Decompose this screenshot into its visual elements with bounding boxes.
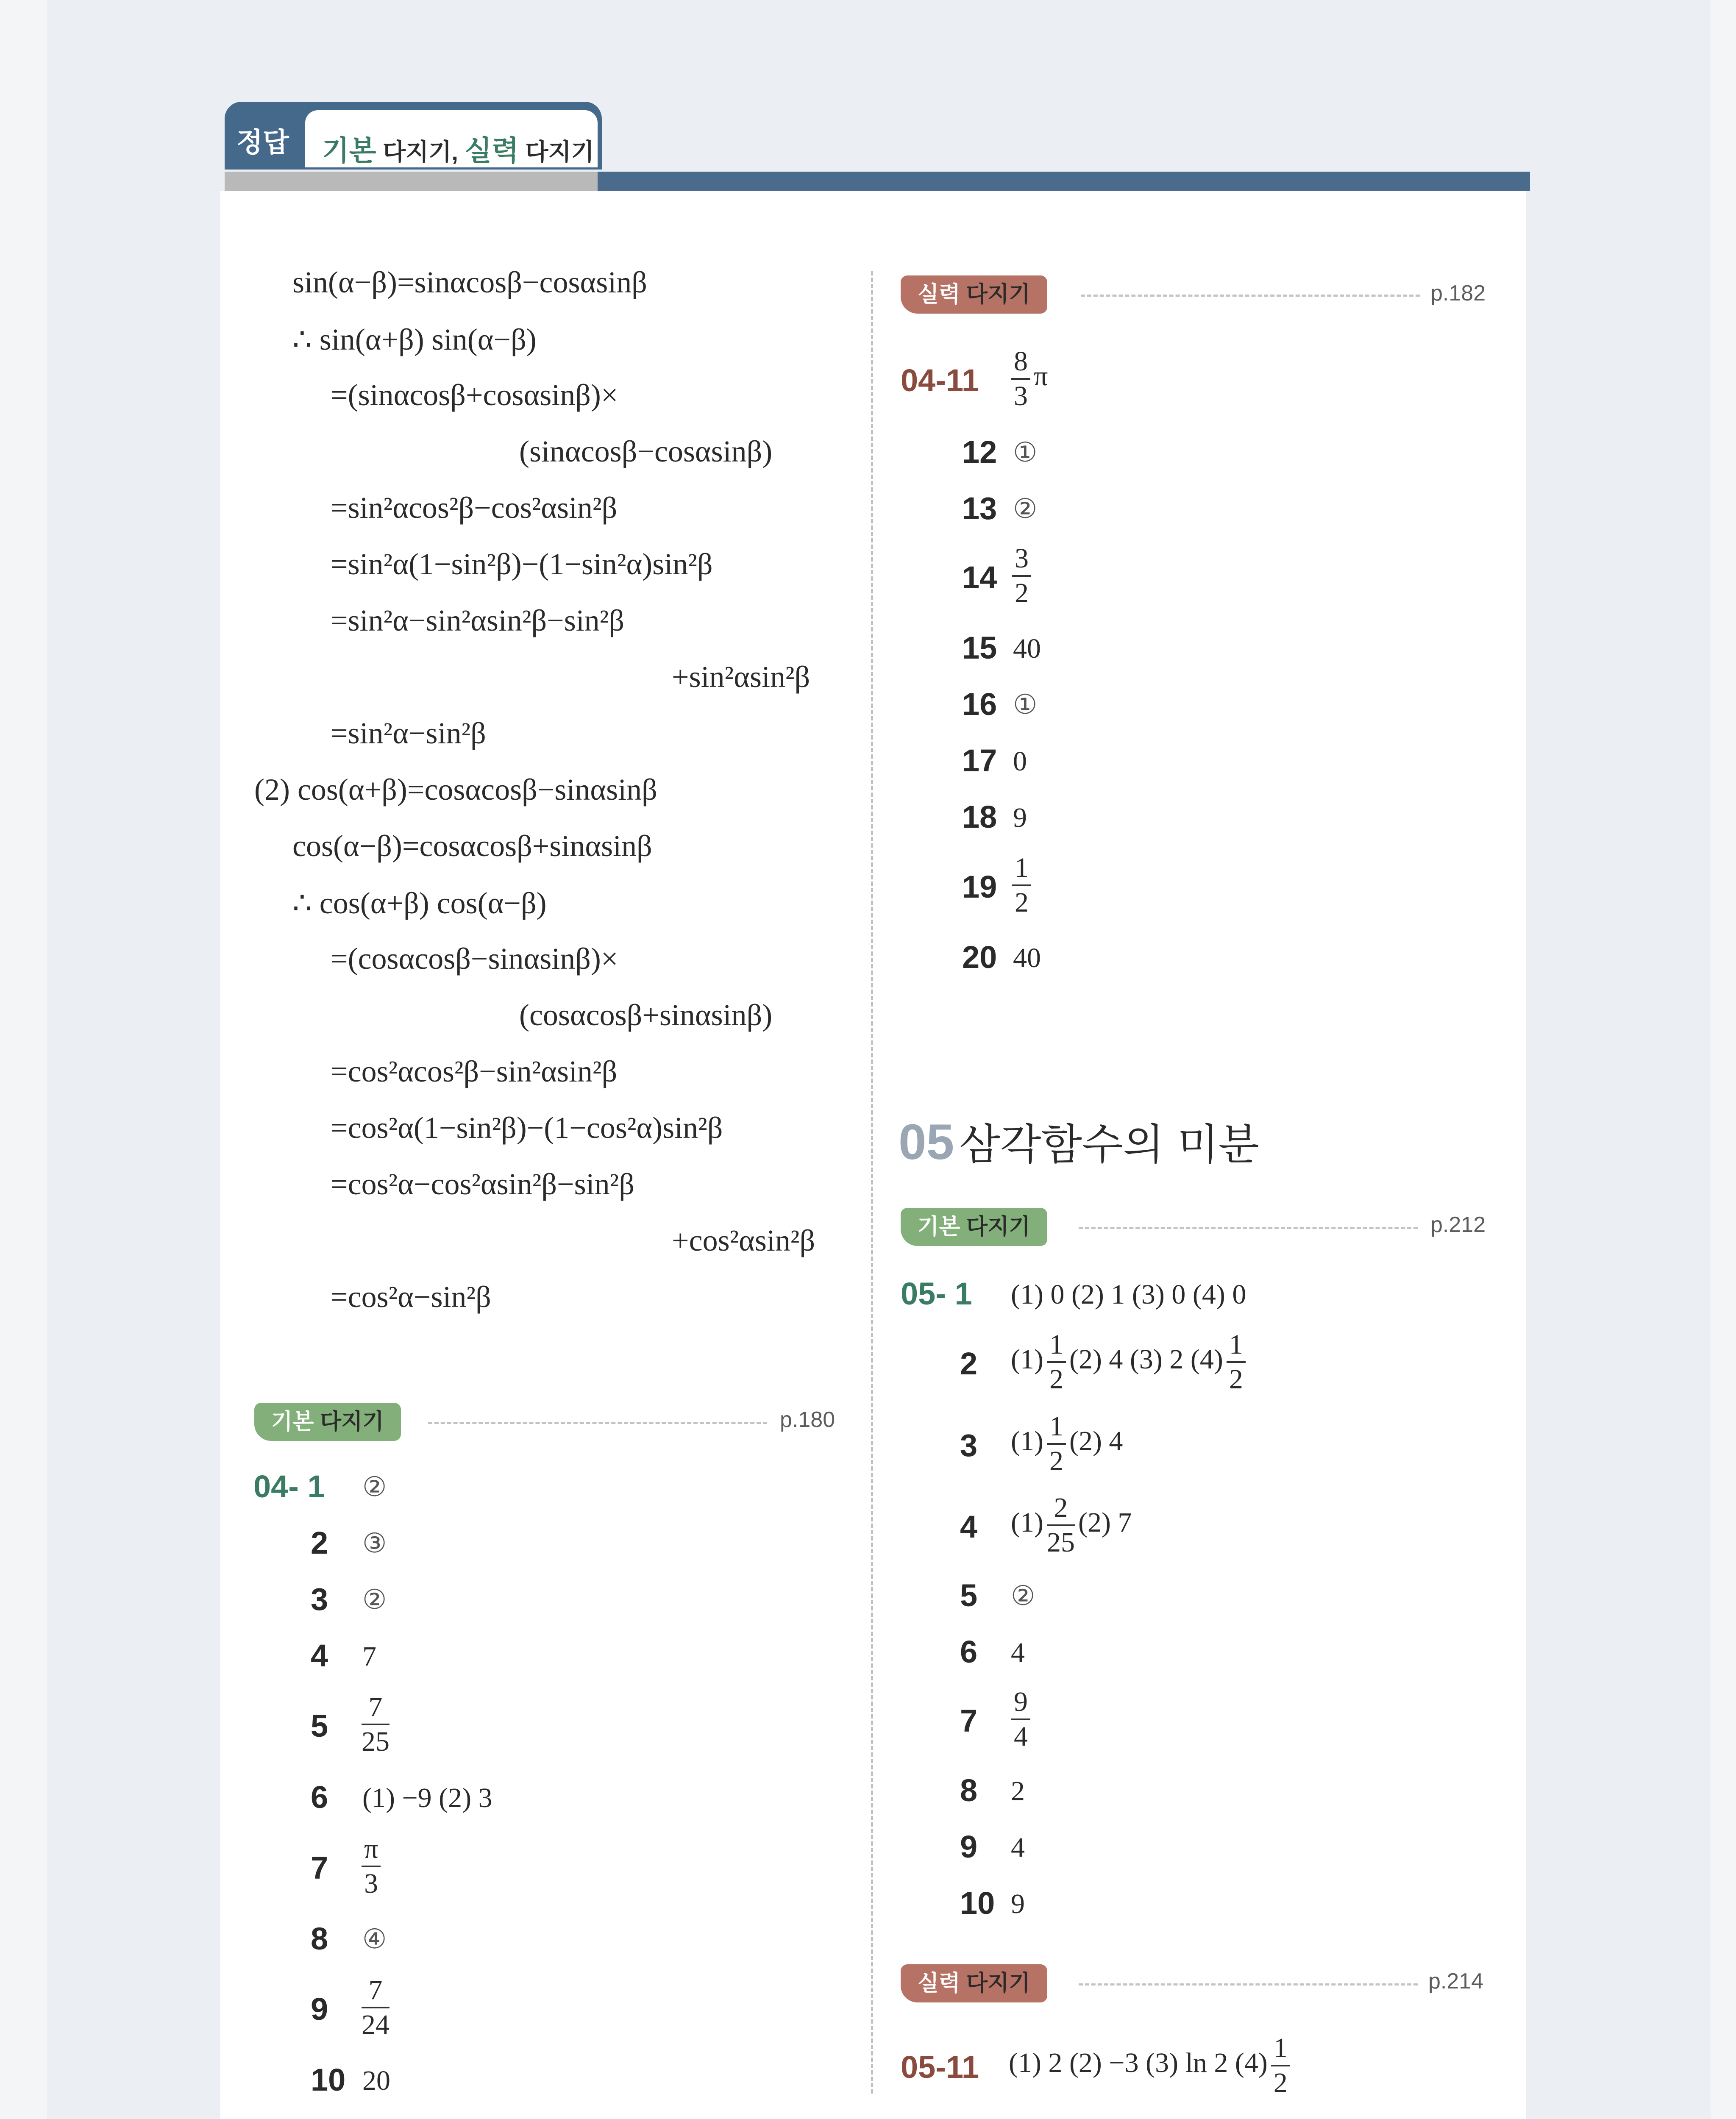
- derivation-line: sin(α−β)=sinαcosβ−cosαsinβ: [292, 265, 647, 299]
- fraction-numerator: 1: [1227, 1331, 1246, 1363]
- fraction-denominator: 3: [364, 1868, 378, 1899]
- fraction: [1227, 1331, 1246, 1393]
- fraction-numerator: 1: [1271, 2034, 1290, 2066]
- chapter-number: 05: [899, 1114, 954, 1170]
- answer: ③: [362, 1528, 387, 1558]
- badge-basic-word: 기본: [271, 1410, 314, 1434]
- header-rule-blue: [598, 172, 1530, 191]
- answer: ①: [1013, 437, 1038, 467]
- answer-part: (1): [1011, 1507, 1043, 1538]
- problem-number: 16: [962, 687, 997, 722]
- problem-number: 8: [311, 1921, 328, 1956]
- problem-number: 04-11: [901, 363, 979, 398]
- section-badge-basic: [901, 1208, 1047, 1246]
- page-reference: p.212: [1430, 1212, 1486, 1237]
- derivation-line: =sin²αcos²β−cos²αsin²β: [331, 491, 618, 525]
- page-reference: p.180: [780, 1407, 835, 1432]
- fraction-denominator: 2: [1049, 1364, 1063, 1395]
- problem-number: 05- 1: [901, 1276, 972, 1311]
- derivation-line: =cos²α(1−sin²β)−(1−cos²α)sin²β: [331, 1111, 723, 1145]
- problem-number: 12: [962, 434, 997, 470]
- header-title-sep2: 다지기: [519, 139, 594, 165]
- fraction-numerator: 1: [1012, 854, 1031, 886]
- derivation-line: ∴ sin(α+β) sin(α−β): [292, 323, 537, 356]
- answer: ②: [362, 1472, 387, 1502]
- answer-multi: [1009, 2034, 1294, 2097]
- fraction: [362, 1693, 389, 1756]
- answer: 4: [1011, 1637, 1025, 1668]
- answer: ②: [1013, 494, 1038, 524]
- answer-multi: [1011, 1331, 1249, 1393]
- answer-fraction: [358, 1693, 393, 1756]
- problem-number: 3: [960, 1428, 978, 1463]
- problem-number: 10: [311, 2062, 346, 2097]
- derivation-line: ∴ cos(α+β) cos(α−β): [292, 886, 547, 920]
- problem-number: 05-11: [901, 2049, 979, 2085]
- problem-number: 7: [311, 1850, 328, 1885]
- derivation-line: =cos²α−sin²β: [331, 1280, 491, 1314]
- answer: 40: [1013, 633, 1041, 664]
- answer-multi: [1011, 1494, 1132, 1557]
- section-dash-line: [1079, 1227, 1418, 1229]
- fraction-numerator: 8: [1011, 348, 1030, 380]
- section-dash-line: [1079, 1983, 1418, 1986]
- answer-part: (2) 4 (3) 2 (4): [1069, 1344, 1223, 1375]
- fraction-denominator: 2: [1015, 887, 1029, 918]
- problem-number: 4: [960, 1509, 978, 1544]
- page-reference: p.182: [1430, 281, 1486, 306]
- answer: 9: [1011, 1888, 1025, 1919]
- fraction: [1271, 2034, 1290, 2097]
- fraction: [1047, 1413, 1066, 1475]
- section-badge-basic: [254, 1403, 401, 1441]
- problem-number: 18: [962, 799, 997, 834]
- badge-advanced-word: 실력: [918, 282, 960, 307]
- problem-number: 2: [960, 1346, 978, 1381]
- problem-number: 8: [960, 1773, 978, 1808]
- column-divider: [871, 271, 873, 2094]
- answer-suffix: π: [1034, 361, 1048, 392]
- section-badge-advanced: [901, 1964, 1047, 2002]
- problem-number: 14: [962, 560, 997, 595]
- answer: 7: [362, 1641, 376, 1672]
- answer-part: (2) 7: [1078, 1507, 1132, 1538]
- answer-fraction: [358, 1835, 384, 1898]
- problem-number: 20: [962, 940, 997, 975]
- section-badge-advanced: [901, 275, 1047, 314]
- answer-multi: [1011, 1413, 1123, 1475]
- header-rule-gray: [225, 172, 598, 191]
- derivation-line: =sin²α−sin²β: [331, 716, 486, 750]
- derivation-line: =cos²α−cos²αsin²β−sin²β: [331, 1167, 634, 1201]
- problem-number: 9: [311, 1991, 328, 2027]
- answer-part: (1): [1011, 1344, 1043, 1375]
- problem-number: 6: [960, 1634, 978, 1669]
- chapter-title: 삼각함수의 미분: [959, 1120, 1260, 1169]
- problem-number: 3: [311, 1582, 328, 1617]
- fraction: [1012, 545, 1031, 607]
- answer-part: (1): [1011, 1426, 1043, 1457]
- header-title-box: [305, 110, 598, 167]
- derivation-line: =sin²α(1−sin²β)−(1−sin²α)sin²β: [331, 547, 713, 581]
- derivation-line: (cosαcosβ+sinαsinβ): [519, 998, 773, 1032]
- answer: (1) 0 (2) 1 (3) 0 (4) 0: [1011, 1279, 1246, 1310]
- answer: 2: [1011, 1776, 1025, 1807]
- fraction-denominator: 2: [1229, 1364, 1243, 1395]
- fraction-numerator: 7: [362, 1976, 389, 2008]
- fraction-denominator: 2: [1273, 2067, 1288, 2098]
- badge-drill-word: 다지기: [960, 282, 1030, 307]
- badge-basic-word: 기본: [918, 1215, 960, 1239]
- badge-advanced-word: 실력: [918, 1971, 960, 1996]
- derivation-line: =(cosαcosβ−sinαsinβ)×: [331, 942, 618, 976]
- badge-drill-word: 다지기: [314, 1410, 384, 1434]
- fraction: [362, 1835, 381, 1898]
- answer: 4: [1011, 1832, 1025, 1863]
- answer: 20: [362, 2065, 390, 2096]
- answer-part: (2) 4: [1069, 1426, 1123, 1457]
- problem-number: 04- 1: [253, 1469, 325, 1504]
- derivation-line: =cos²αcos²β−sin²αsin²β: [331, 1054, 618, 1088]
- answer: ①: [1013, 690, 1038, 720]
- problem-number: 13: [962, 491, 997, 526]
- chapter-heading: [899, 1110, 1259, 1171]
- answer: (1) −9 (2) 3: [362, 1783, 492, 1813]
- fraction-numerator: 7: [362, 1693, 389, 1725]
- derivation-line: cos(α−β)=cosαcosβ+sinαsinβ: [292, 829, 652, 863]
- fraction: [362, 1976, 389, 2039]
- fraction-denominator: 2: [1049, 1446, 1063, 1477]
- answer-fraction: [1009, 854, 1035, 917]
- badge-drill-word: 다지기: [960, 1971, 1030, 1996]
- section-dash-line: [1081, 295, 1420, 297]
- answer: 9: [1013, 802, 1027, 833]
- derivation-line: (sinαcosβ−cosαsinβ): [519, 434, 773, 468]
- page-reference: p.214: [1428, 1969, 1484, 1994]
- problem-number: 7: [960, 1703, 978, 1738]
- answer: ②: [362, 1585, 387, 1615]
- derivation-line: =(sinαcosβ+cosαsinβ)×: [331, 378, 618, 412]
- fraction-denominator: 25: [1046, 1527, 1075, 1558]
- derivation-line: +sin²αsin²β: [672, 660, 810, 694]
- fraction: [1012, 854, 1031, 917]
- problem-number: 4: [311, 1638, 328, 1673]
- fraction-numerator: 1: [1047, 1331, 1066, 1363]
- fraction-denominator: 24: [362, 2009, 389, 2040]
- fraction-denominator: 4: [1014, 1721, 1028, 1752]
- derivation-line: +cos²αsin²β: [672, 1224, 815, 1257]
- header-section-label: 정답: [236, 127, 289, 158]
- badge-drill-word: 다지기: [960, 1215, 1030, 1239]
- answer-part: (1) 2 (2) −3 (3) ln 2 (4): [1009, 2047, 1268, 2079]
- problem-number: 19: [962, 869, 997, 904]
- derivation-line: (2) cos(α+β)=cosαcosβ−sinαsinβ: [254, 773, 657, 806]
- answer-fraction: [358, 1976, 393, 2039]
- answer-fraction: [1008, 1688, 1034, 1751]
- answer-fraction: [1009, 545, 1035, 607]
- header-title-basic: 기본: [322, 135, 376, 166]
- fraction: [1047, 1331, 1066, 1393]
- answer: ④: [362, 1924, 387, 1954]
- fraction-numerator: 9: [1011, 1688, 1030, 1720]
- problem-number: 9: [960, 1829, 978, 1864]
- answer: ②: [1011, 1581, 1035, 1611]
- fraction: [1047, 1494, 1075, 1557]
- header-title-advanced: 실력: [465, 135, 519, 166]
- fraction-denominator: 3: [1014, 381, 1028, 412]
- fraction-numerator: 3: [1012, 545, 1031, 577]
- page-edge-right: [1711, 0, 1736, 2119]
- fraction-denominator: 25: [362, 1726, 389, 1757]
- problem-number: 17: [962, 743, 997, 778]
- fraction-numerator: 1: [1047, 1413, 1066, 1445]
- fraction: [1011, 1688, 1030, 1751]
- problem-number: 5: [960, 1578, 978, 1613]
- problem-number: 6: [311, 1780, 328, 1815]
- problem-number: 10: [960, 1885, 995, 1921]
- content-card: [220, 191, 1526, 2119]
- fraction: [1011, 348, 1030, 410]
- fraction-numerator: π: [362, 1835, 381, 1867]
- header-title-sep1: 다지기,: [376, 139, 465, 165]
- problem-number: 2: [311, 1525, 328, 1560]
- header-title: [322, 128, 594, 168]
- fraction-denominator: 2: [1015, 578, 1029, 609]
- derivation-line: =sin²α−sin²αsin²β−sin²β: [331, 603, 624, 637]
- fraction-numerator: 2: [1047, 1494, 1075, 1526]
- problem-number: 5: [311, 1708, 328, 1744]
- page-edge-left: [0, 0, 47, 2119]
- answer: 40: [1013, 943, 1041, 973]
- answer: 0: [1013, 746, 1027, 777]
- answer-fraction: [1008, 348, 1048, 410]
- problem-number: 15: [962, 630, 997, 665]
- section-dash-line: [428, 1422, 767, 1424]
